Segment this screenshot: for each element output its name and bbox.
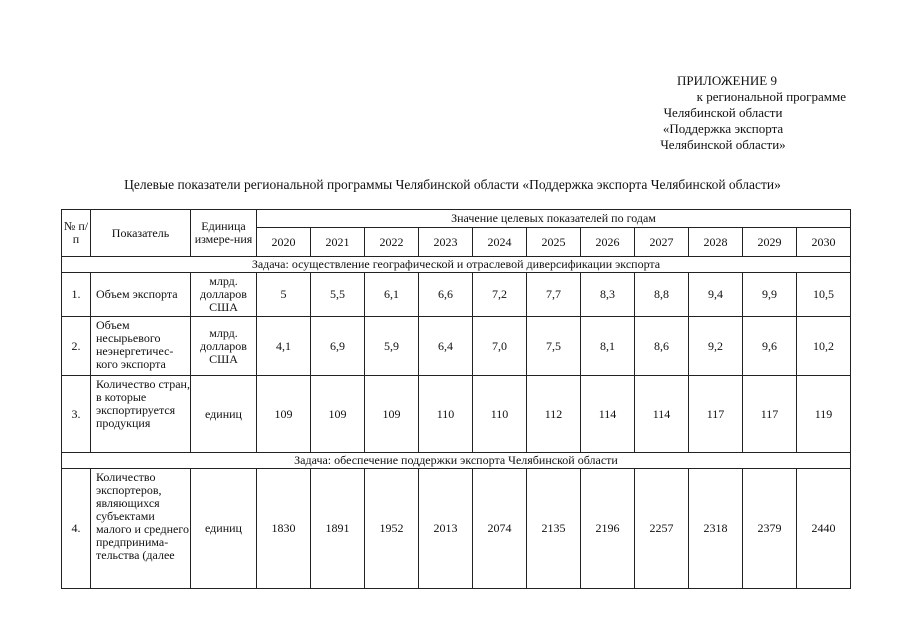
header-year: 2027 (635, 228, 689, 257)
row-value: 2135 (527, 469, 581, 589)
row-value: 7,7 (527, 273, 581, 317)
table-header-row (62, 210, 851, 228)
row-value: 9,2 (689, 317, 743, 376)
header-values-group: Значение целевых показателей по годам (257, 210, 851, 228)
row-indicator: Объем экспорта (91, 273, 191, 317)
row-num: 3. (62, 376, 91, 453)
header-year: 2030 (797, 228, 851, 257)
row-value: 117 (743, 376, 797, 453)
table-row (62, 273, 851, 317)
row-value: 119 (797, 376, 851, 453)
row-value: 1891 (311, 469, 365, 589)
row-value: 9,4 (689, 273, 743, 317)
row-num: 1. (62, 273, 91, 317)
row-num: 4. (62, 469, 91, 589)
row-indicator: Объем несырьевого неэнергетичес-кого экспорта (91, 317, 191, 376)
row-value: 5,9 (365, 317, 419, 376)
header-year: 2021 (311, 228, 365, 257)
header-year: 2024 (473, 228, 527, 257)
header-year: 2020 (257, 228, 311, 257)
row-value: 10,2 (797, 317, 851, 376)
row-value: 109 (257, 376, 311, 453)
row-value: 114 (581, 376, 635, 453)
table-row (62, 469, 851, 589)
row-value: 5,5 (311, 273, 365, 317)
task-row (62, 453, 851, 469)
header-num: № п/п (62, 210, 91, 257)
row-unit: млрд. долларов США (191, 273, 257, 317)
row-value: 9,6 (743, 317, 797, 376)
row-value: 8,1 (581, 317, 635, 376)
row-value: 2196 (581, 469, 635, 589)
row-value: 114 (635, 376, 689, 453)
task-row (62, 257, 851, 273)
row-unit: единиц (191, 469, 257, 589)
row-value: 10,5 (797, 273, 851, 317)
table-row (62, 317, 851, 376)
row-value: 110 (473, 376, 527, 453)
row-value: 2379 (743, 469, 797, 589)
header-year: 2022 (365, 228, 419, 257)
row-value: 2074 (473, 469, 527, 589)
header-unit: Единица измере-ния (191, 210, 257, 257)
indicators-table (61, 209, 851, 589)
task-label: Задача: обеспечение поддержки экспорта Челябинской области (62, 453, 851, 469)
table-row (62, 376, 851, 453)
row-value: 6,6 (419, 273, 473, 317)
row-value: 7,0 (473, 317, 527, 376)
row-value: 7,2 (473, 273, 527, 317)
row-indicator: Количество стран, в которые экспортируется продукция (91, 376, 191, 453)
row-value: 110 (419, 376, 473, 453)
header-year: 2026 (581, 228, 635, 257)
appendix-line: Челябинской области» (660, 137, 786, 152)
row-value: 8,8 (635, 273, 689, 317)
row-unit: единиц (191, 376, 257, 453)
row-value: 1952 (365, 469, 419, 589)
appendix-title: ПРИЛОЖЕНИЕ 9 (677, 73, 777, 88)
appendix-line: Челябинской области (663, 105, 783, 120)
row-value: 4,1 (257, 317, 311, 376)
header-year: 2028 (689, 228, 743, 257)
row-value: 9,9 (743, 273, 797, 317)
row-unit: млрд. долларов США (191, 317, 257, 376)
row-value: 109 (311, 376, 365, 453)
row-indicator: Количество экспортеров, являющихся субъектами малого и среднего предпринима-тельства (далее (91, 469, 191, 589)
appendix-line: «Поддержка экспорта (662, 121, 784, 136)
task-label: Задача: осуществление географической и отраслевой диверсификации экспорта (62, 257, 851, 273)
document-title: Целевые показатели региональной программы Челябинской области «Поддержка экспорта Челябинской области» (124, 177, 781, 192)
header-year: 2025 (527, 228, 581, 257)
row-value: 1830 (257, 469, 311, 589)
appendix-header (600, 73, 846, 153)
header-indicator: Показатель (91, 210, 191, 257)
row-value: 8,3 (581, 273, 635, 317)
row-value: 7,5 (527, 317, 581, 376)
row-value: 6,9 (311, 317, 365, 376)
row-value: 112 (527, 376, 581, 453)
row-value: 2440 (797, 469, 851, 589)
row-value: 2013 (419, 469, 473, 589)
header-year: 2029 (743, 228, 797, 257)
row-num: 2. (62, 317, 91, 376)
header-year: 2023 (419, 228, 473, 257)
row-value: 2318 (689, 469, 743, 589)
row-value: 117 (689, 376, 743, 453)
row-value: 8,6 (635, 317, 689, 376)
appendix-line: к региональной программе (696, 89, 846, 104)
row-value: 5 (257, 273, 311, 317)
row-value: 6,4 (419, 317, 473, 376)
row-value: 6,1 (365, 273, 419, 317)
row-value: 2257 (635, 469, 689, 589)
row-value: 109 (365, 376, 419, 453)
